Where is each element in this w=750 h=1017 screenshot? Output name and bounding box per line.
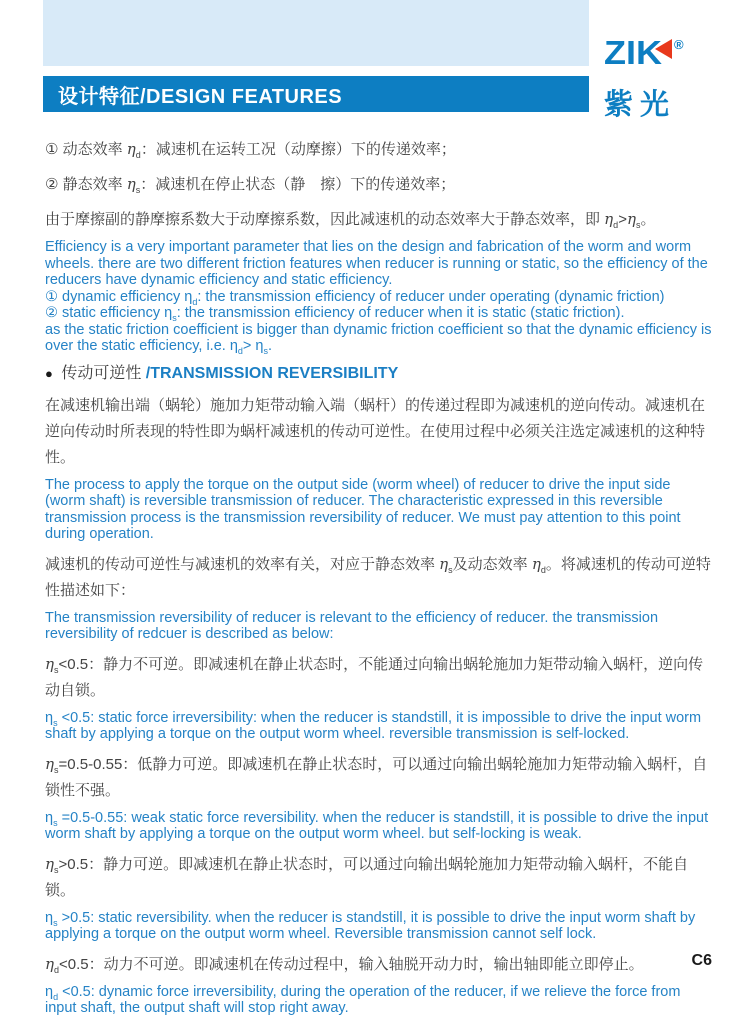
- page-number: C6: [691, 952, 712, 969]
- paragraph-cn-reversibility-intro: 在减速机输出端（蜗轮）施加力矩带动输入端（蜗杆）的传递过程即为减速机的逆向传动。减速机在逆向传动时所表现的特性即为蜗杆减速机的传动可逆性。在使用过程中必须关注选定减速机的这种特性。: [45, 396, 706, 466]
- paragraph-cn-eta-above-05: $\eta_s>0.5$：静力可逆。即减速机在静止状态时，可以通过向输出蜗轮施加力矩带动输入蜗杆，不能自锁。: [45, 854, 689, 899]
- brand-logo: [604, 34, 722, 123]
- paragraph-en-eta-below-05: $\eta_s <0.5$: static force irreversibility: when the reducer is standstill, it is impossible to drive the input worm shaft by applying a torque on the output worm wheel. reversible transmission is self-locked.: [45, 709, 702, 742]
- intro-line-dynamic-efficiency: ① 动态效率 $\eta_d$：减速机在运转工况（动摩擦）下的传递效率；: [45, 140, 456, 160]
- paragraph-cn-etad-below-05: $\eta_d<0.5$：动力不可逆。即减速机在传动过程中，输入轴脱开动力时，输出轴即能立即停止。: [45, 954, 644, 975]
- zik-logo-mark: [604, 34, 722, 80]
- intro-line-static-efficiency: ② 静态效率 $\eta_s$：减速机在停止状态（静 擦）下的传递效率；: [45, 175, 456, 195]
- section-title-en: /TRANSMISSION REVERSIBILITY: [145, 364, 399, 382]
- brand-name: 紫光: [604, 89, 677, 121]
- paragraph-en-eta-above-05: $\eta_s >0.5$: static reversibility. when the reducer is standstill, it is possible to drive the input worm shaft by applying a torque on the output worm wheel. Reversible transmission cannot self lock.: [45, 909, 696, 942]
- paragraph-en-etad-below-05: $\eta_d <0.5$: dynamic force irreversibility, during the operation of the reducer, if we relieve the force from input shaft, the output shaft will stop right away.: [45, 983, 681, 1016]
- page-title: 设计特征/DESIGN FEATURES: [58, 85, 343, 108]
- registered-trademark-icon: ®: [674, 37, 684, 52]
- content-area: [45, 128, 713, 1017]
- section-title-cn: 传动可逆性: [61, 364, 146, 382]
- intro-paragraph-english: Efficiency is a very important parameter that lies on the design and fabrication of the worm and worm wheels. there are two different friction features when reducer is running or static, so the efficiency of the reducers have dynamic efficiency and static efficiency. ① dynamic efficiency $\eta_d$: the transmission efficiency of reducer under operating (dynamic friction) ② static efficiency $\eta_s$: the transmission efficiency of reducer when it is static (static friction). as the static friction coefficient is bigger than dynamic friction coefficient so that the dynamic efficiency is over the static efficiency, i.e. $\eta_d> \eta_s$.: [45, 239, 712, 356]
- bullet-icon: ●: [45, 365, 53, 381]
- paragraph-cn-eta-05-055: $\eta_s=0.5-0.55$：低静力可逆。即减速机在静止状态时，可以通过向输出蜗轮施加力矩带动输入蜗杆，自锁性不强。: [45, 754, 708, 799]
- paragraph-cn-efficiency-relation: 减速机的传动可逆性与减速机的效率有关，对应于静态效率 $\eta_s$及动态效率 $\eta_d$。将减速机的传动可逆特性描述如下：: [45, 554, 711, 599]
- intro-line-friction-note: 由于摩擦副的静摩擦系数大于动摩擦系数，因此减速机的动态效率大于静态效率，即 $\eta_d>\eta_s$。: [45, 210, 656, 230]
- paragraph-en-eta-05-055: $\eta_s =0.5-0.55$: weak static force reversibility. when the reducer is standstill, it is possible to drive the input worm shaft by applying a torque on the output worm wheel. but self-locking is weak.: [45, 809, 709, 842]
- paragraph-cn-eta-below-05: $\eta_s<0.5$：静力不可逆。即减速机在静止状态时，不能通过向输出蜗轮施加力矩带动输入蜗杆，逆向传动自锁。: [45, 654, 704, 699]
- section-heading: [45, 363, 713, 385]
- zik-letters: ZIK: [604, 33, 662, 72]
- paragraph-en-efficiency-relation: The transmission reversibility of reducer is relevant to the efficiency of reducer. the transmission reversibility of redcuer is described as below:: [45, 609, 659, 642]
- design-features-title-bar: [43, 76, 589, 112]
- paragraph-en-reversibility-intro: The process to apply the torque on the output side (worm wheel) of reducer to drive the input side (worm shaft) is reversible transmission of reducer. The characteristic expressed in this reversible transmission process is the transmission reversibility of reducer. We must pay attention to this point during operation.: [45, 476, 681, 542]
- header-lightblue-panel: [43, 0, 589, 66]
